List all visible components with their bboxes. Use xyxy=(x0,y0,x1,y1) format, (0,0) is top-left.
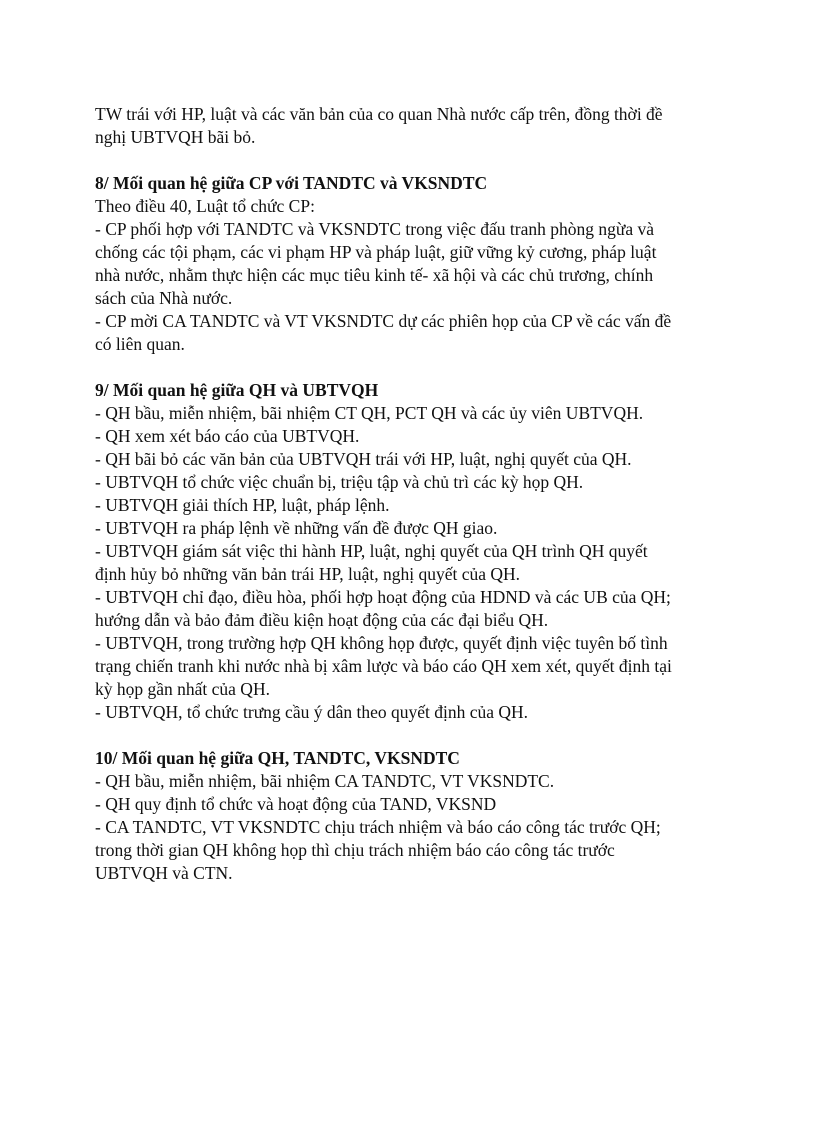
text-line: Theo điều 40, Luật tổ chức CP: xyxy=(95,196,315,216)
text-line: - CA TANDTC, VT VKSNDTC chịu trách nhiệm và báo cáo công tác trước QH; xyxy=(95,817,661,837)
text-line: - CP mời CA TANDTC và VT VKSNDTC dự các phiên họp của CP về các vấn đề xyxy=(95,311,672,331)
text-line: - QH bãi bỏ các văn bản của UBTVQH trái với HP, luật, nghị quyết của QH. xyxy=(95,449,632,469)
section-heading: 10/ Mối quan hệ giữa QH, TANDTC, VKSNDTC xyxy=(95,748,460,768)
text-line: - UBTVQH, trong trường hợp QH không họp được, quyết định việc tuyên bố tình xyxy=(95,633,668,653)
text-line: - UBTVQH chỉ đạo, điều hòa, phối hợp hoạt động của HDND và các UB của QH; xyxy=(95,587,671,607)
paragraph-gap xyxy=(95,356,735,379)
text-line: - QH xem xét báo cáo của UBTVQH. xyxy=(95,426,360,446)
text-line: - UBTVQH, tổ chức trưng cầu ý dân theo quyết định của QH. xyxy=(95,702,529,722)
document-page xyxy=(95,103,735,885)
text-line: - QH bầu, miễn nhiệm, bãi nhiệm CA TANDTC, VT VKSNDTC. xyxy=(95,771,555,791)
section-9 xyxy=(95,379,735,724)
text-line: có liên quan. xyxy=(95,334,185,354)
section-heading: 8/ Mối quan hệ giữa CP với TANDTC và VKSNDTC xyxy=(95,173,488,193)
text-line: trạng chiến tranh khi nước nhà bị xâm lược và báo cáo QH xem xét, quyết định tại xyxy=(95,656,672,676)
text-line: nhà nước, nhằm thực hiện các mục tiêu kinh tế- xã hội và các chủ trương, chính xyxy=(95,265,654,285)
section-10 xyxy=(95,747,735,885)
text-line: chống các tội phạm, các vi phạm HP và pháp luật, giữ vững kỷ cương, pháp luật xyxy=(95,242,657,262)
text-line: sách của Nhà nước. xyxy=(95,288,233,308)
text-line: TW trái với HP, luật và các văn bản của co quan Nhà nước cấp trên, đồng thời đề xyxy=(95,104,663,124)
text-line: định hủy bỏ những văn bản trái HP, luật, nghị quyết của QH. xyxy=(95,564,521,584)
text-line: - UBTVQH tổ chức việc chuẩn bị, triệu tập và chủ trì các kỳ họp QH. xyxy=(95,472,584,492)
text-line: UBTVQH và CTN. xyxy=(95,863,233,883)
text-line: hướng dẫn và bảo đảm điều kiện hoạt động của các đại biểu QH. xyxy=(95,610,549,630)
text-line: - UBTVQH giám sát việc thi hành HP, luật, nghị quyết của QH trình QH quyết xyxy=(95,541,648,561)
text-line: kỳ họp gần nhất của QH. xyxy=(95,679,270,699)
intro-paragraph xyxy=(95,103,735,149)
text-line: trong thời gian QH không họp thì chịu trách nhiệm báo cáo công tác trước xyxy=(95,840,615,860)
section-heading: 9/ Mối quan hệ giữa QH và UBTVQH xyxy=(95,380,379,400)
text-line: - QH bầu, miễn nhiệm, bãi nhiệm CT QH, PCT QH và các ủy viên UBTVQH. xyxy=(95,403,644,423)
text-line: - UBTVQH ra pháp lệnh về những vấn đề được QH giao. xyxy=(95,518,498,538)
text-line: nghị UBTVQH bãi bỏ. xyxy=(95,127,256,147)
text-line: - QH quy định tổ chức và hoạt động của TAND, VKSND xyxy=(95,794,497,814)
text-line: - CP phối hợp với TANDTC và VKSNDTC trong việc đấu tranh phòng ngừa và xyxy=(95,219,654,239)
section-8 xyxy=(95,172,735,356)
text-line: - UBTVQH giải thích HP, luật, pháp lệnh. xyxy=(95,495,390,515)
paragraph-gap xyxy=(95,724,735,747)
paragraph-gap xyxy=(95,149,735,172)
